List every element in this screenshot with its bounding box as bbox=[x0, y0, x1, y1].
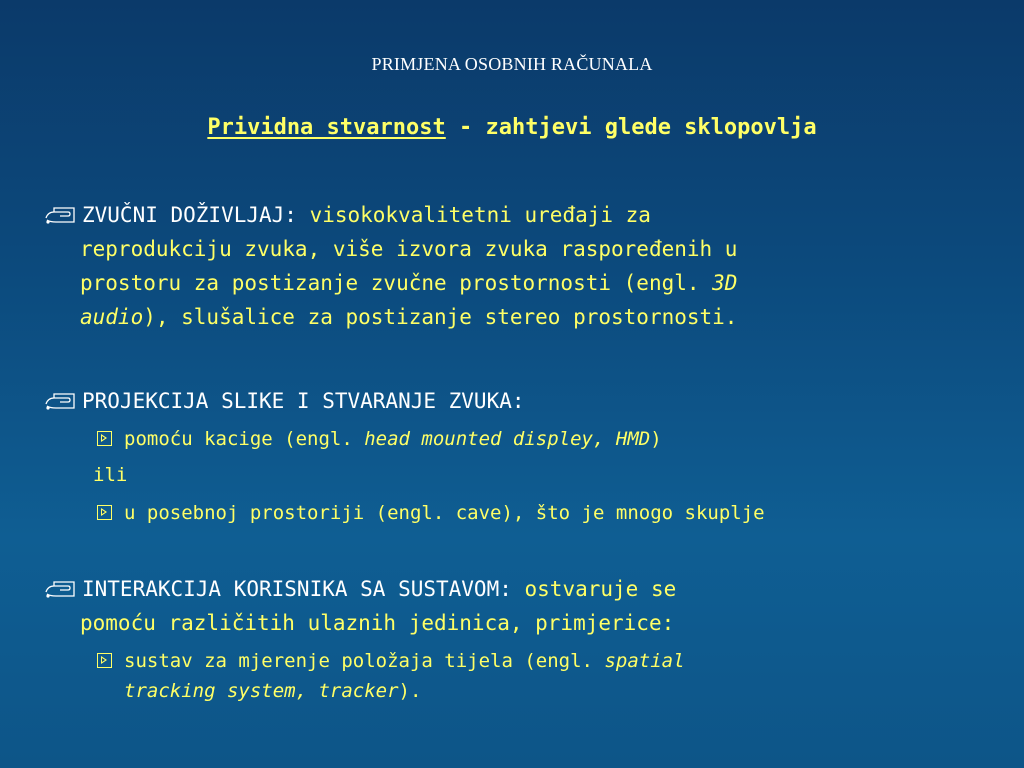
sub2-text: u posebnoj prostoriji (engl. cave), što je mnogo skuplje bbox=[124, 502, 765, 524]
item1-line2: reprodukciju zvuka, više izvora zvuka raspoređenih u bbox=[80, 237, 738, 261]
title-rest: - zahtjevi glede sklopovlja bbox=[445, 115, 817, 140]
item1-line3-italic: 3D bbox=[712, 271, 738, 295]
sub1-italic: head mounted displey, HMD bbox=[364, 428, 651, 450]
bullet-item-interaction bbox=[44, 572, 994, 640]
sub1-text: pomoću kacige (engl. bbox=[124, 428, 365, 450]
sub3-end: ). bbox=[398, 680, 422, 702]
item3-line2: pomoću različitih ulaznih jedinica, primjerice: bbox=[80, 611, 675, 635]
slide-header: PRIMJENA OSOBNIH RAČUNALA bbox=[371, 54, 653, 74]
sub-item-tracker-cont bbox=[124, 676, 421, 706]
item1-label: ZVUČNI DOŽIVLJAJ: bbox=[82, 203, 310, 227]
sub-or: ili bbox=[93, 464, 128, 486]
bullet-item-projection bbox=[44, 384, 994, 418]
boxed-arrow-icon bbox=[97, 653, 112, 668]
item2-label: PROJEKCIJA SLIKE I STVARANJE ZVUKA: bbox=[82, 389, 525, 413]
sub3-italic2: tracking system, tracker bbox=[124, 680, 399, 702]
sub3-text: sustav za mjerenje položaja tijela (engl. bbox=[124, 650, 605, 672]
item1-line3: prostoru za postizanje zvučne prostornosti (engl. bbox=[80, 271, 713, 295]
hand-pointing-icon bbox=[44, 578, 80, 600]
sub-item-helmet bbox=[97, 424, 662, 454]
slide-title bbox=[0, 115, 1024, 140]
sub3-italic: spatial bbox=[604, 650, 685, 672]
item3-label: INTERAKCIJA KORISNIKA SA SUSTAVOM: bbox=[82, 577, 525, 601]
sub-item-tracker bbox=[97, 646, 685, 676]
title-underlined: Prividna stvarnost bbox=[207, 115, 446, 140]
hand-pointing-icon bbox=[44, 204, 80, 226]
sub-item-cave bbox=[97, 498, 765, 528]
item3-line1: ostvaruje se bbox=[524, 577, 677, 601]
boxed-arrow-icon bbox=[97, 431, 112, 446]
sub1-end: ) bbox=[650, 428, 662, 450]
boxed-arrow-icon bbox=[97, 505, 112, 520]
hand-pointing-icon bbox=[44, 390, 80, 412]
item1-line4: ), slušalice za postizanje stereo prostornosti. bbox=[143, 305, 738, 329]
item1-line4-italic: audio bbox=[80, 305, 144, 329]
item1-line1: visokokvalitetni uređaji za bbox=[309, 203, 651, 227]
bullet-item-sound bbox=[44, 198, 994, 334]
